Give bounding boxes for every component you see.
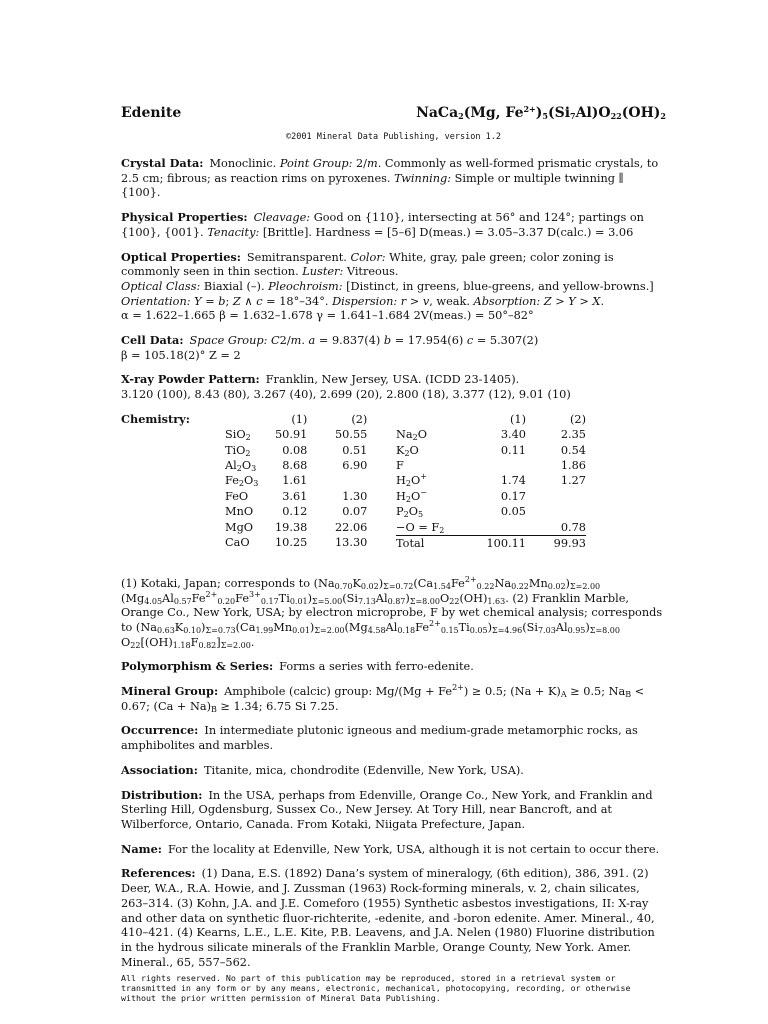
sheet-header <box>121 104 666 132</box>
name-origin-text: For the locality at Edenville, New York, USA, although it is not certain to occur there. <box>167 842 660 856</box>
chemistry-row <box>225 535 367 550</box>
analysis-2-value: 13.30 <box>335 536 368 550</box>
oxide-name: $P_2O_5$ <box>396 505 424 520</box>
analysis-1-value: 3.40 <box>500 428 526 442</box>
chemistry-row <box>225 427 367 442</box>
references-label: References: <box>121 866 196 881</box>
analysis-1-value: 0.11 <box>500 443 526 457</box>
crystal-data-section <box>121 156 666 201</box>
chemistry-row <box>396 504 586 519</box>
rights-footer: All rights reserved. No part of this publication may be reproduced, stored in a retrieval system or transmitted in any form or by any means, electronic, mechanical, photocopying, recording, or otherwise without the prior written permission of Mineral Data Publishing. <box>121 973 631 1003</box>
chemistry-table-left <box>225 412 367 551</box>
chemical-formula: NaCa$_2$(Mg, $Fe^{2+})_5(Si_7Al)O_{22}(OH)_2$ <box>416 104 666 121</box>
oxide-name: $H_2O^-$ <box>396 487 427 504</box>
analysis-2-value <box>307 473 367 488</box>
chemistry-row <box>225 412 367 427</box>
oxide-name: MgO <box>225 520 254 534</box>
oxide-name: CaO <box>225 536 250 550</box>
analysis-2-value: 0.07 <box>342 505 368 519</box>
chemistry-notes: (1) Kotaki, Japan; corresponds to $(Na_{0.70}K_{0.02})_{\Sigma=0.72}(Ca_{1.54}Fe^{2+}_{0.22}Na_{0.22}Mn_{0.02})_{\Sigma=2.00}$ $(Mg_{4.05}Al_{0.57}Fe^{2+}_{0.20}Fe^{3+}_{0.17}Ti_{0.01})_{\Sigma=5.00}(Si_{7.13}Al_{0.87})_{\Sigma=8.00}O_{22}(OH)_{1.63}$. (2) Franklin Marble, Orange Co., New York, USA; by electron microprobe, F by wet chemical analysis; corresponds to $(Na_{0.63}K_{0.10})_{\Sigma=0.73}(Ca_{1.99}Mn_{0.01})_{\Sigma=2.00}(Mg_{4.58}Al_{0.18}Fe^{2+}_{0.15}Ti_{0.05})_{\Sigma=4.96}(Si_{7.03}Al_{0.95})_{\Sigma=8.00}$ $O_{22}[(OH)_{1.18}F_{0.82}]_{\Sigma=2.00}$. <box>121 574 663 650</box>
association-section <box>121 763 666 779</box>
analysis-1-value: 1.61 <box>282 474 308 488</box>
analysis-2-value: 6.90 <box>342 459 368 473</box>
analysis-1-value: (1) <box>509 412 526 426</box>
chemistry-table-right <box>396 412 586 552</box>
analysis-2-value: 0.54 <box>560 443 586 457</box>
oxide-name: Total <box>396 536 448 552</box>
analysis-1-value: 100.11 <box>448 536 526 552</box>
crystal-data-text: Monoclinic. Point Group: 2/m. Commonly as well-formed prismatic crystals, to 2.5 cm; fibrous; as reaction rims on pyroxenes. Twinning: Simple or multiple twinning ∥ {100}. <box>121 157 659 200</box>
analysis-2-value: 22.06 <box>335 520 368 534</box>
distribution-label: Distribution: <box>121 787 203 802</box>
analysis-2-value <box>526 489 586 504</box>
oxide-name <box>396 412 448 427</box>
oxide-name: $H_2O^+$ <box>396 472 427 489</box>
association-label: Association: <box>121 762 198 777</box>
physical-properties-label: Physical Properties: <box>121 210 248 225</box>
oxide-name: F <box>396 459 404 473</box>
occurrence-section <box>121 723 666 753</box>
chemistry-total-row <box>396 536 586 552</box>
analysis-1-value: 10.25 <box>275 536 308 550</box>
analysis-2-value: 1.27 <box>560 474 586 488</box>
oxide-name: $Na_2O$ <box>396 428 427 443</box>
distribution-text: In the USA, perhaps from Edenville, Orange Co., New York, and Franklin and Sterling Hill, Ogdensburg, Sussex Co., New Jersey. At Tory Hill, near Bancroft, and at Wilberforce, Ontario, Canada. From Kotaki, Niigata Prefecture, Japan. <box>121 788 653 831</box>
analysis-2-value: 1.86 <box>560 459 586 473</box>
analysis-2-value: 0.51 <box>342 443 368 457</box>
analysis-1-value: (1) <box>291 412 308 426</box>
analysis-2-value: (2) <box>569 412 586 426</box>
oxide-name: MnO <box>225 505 254 519</box>
optical-properties-label: Optical Properties: <box>121 249 241 264</box>
chemistry-row <box>396 427 586 442</box>
analysis-2-value: 50.55 <box>335 428 368 442</box>
cell-data-text: Space Group: C2/m. a = 9.837(4) b = 17.954(6) c = 5.307(2) β = 105.18(2)° Z = 2 <box>121 334 539 362</box>
chemistry-section <box>121 412 666 567</box>
optical-properties-section <box>121 250 666 325</box>
mineral-data-sheet <box>121 104 666 1003</box>
oxide-name: $-O = F_2$ <box>396 520 445 535</box>
chemistry-row <box>225 473 367 488</box>
oxide-name: TiO$_2$ <box>225 443 251 458</box>
polymorphism-section <box>121 659 666 675</box>
analysis-1-value: 3.61 <box>282 489 308 503</box>
polymorphism-label: Polymorphism & Series: <box>121 659 274 674</box>
xray-pattern-section <box>121 372 666 402</box>
chemistry-row <box>396 489 586 504</box>
crystal-data-label: Crystal Data: <box>121 156 204 170</box>
analysis-2-value: 1.30 <box>342 489 368 503</box>
physical-properties-text: Cleavage: Good on {110}, intersecting at 56° and 124°; partings on {100}, {001}. Tenacity: [Brittle]. Hardness = [5–6] D(meas.) = 3.05–3.37 D(calc.) = 3.06 <box>121 211 644 239</box>
chemistry-row <box>225 458 367 473</box>
occurrence-text: In intermediate plutonic igneous and medium-grade metamorphic rocks, as amphibolites and marbles. <box>121 724 638 753</box>
analysis-1-value: 50.91 <box>275 428 308 442</box>
copyright-line: ©2001 Mineral Data Publishing, version 1.2 <box>286 132 501 142</box>
physical-properties-section <box>121 210 666 240</box>
mineral-name: Edenite <box>121 105 182 121</box>
analysis-1-value: 1.74 <box>500 474 526 488</box>
association-text: Titanite, mica, chondrodite (Edenville, New York, USA). <box>203 763 524 777</box>
mineral-group-section <box>121 684 666 714</box>
optical-properties-text: Semitransparent. Color: White, gray, pale green; color zoning is commonly seen in thin section. Luster: Vitreous. Optical Class: Biaxial (–). Pleochroism: [Distinct, in greens, blue-greens, and yellow-browns.] Orientation: Y = b; Z ∧ c = 18°–34°. Dispersion: r > v, weak. Absorption: Z > Y > X. α = 1.622–1.665 β = 1.632–1.678 γ = 1.641–1.684 2V(meas.) = 50°–82° <box>121 250 654 323</box>
references-section <box>121 866 666 970</box>
chemistry-row <box>396 473 586 488</box>
cell-data-label: Cell Data: <box>121 333 184 348</box>
occurrence-label: Occurrence: <box>121 723 199 738</box>
analysis-1-value: 0.08 <box>282 443 308 457</box>
name-origin-label: Name: <box>121 841 162 856</box>
oxide-name: FeO <box>225 489 249 503</box>
chemistry-row <box>225 489 367 504</box>
name-origin-section <box>121 842 666 858</box>
chemistry-row <box>396 458 586 473</box>
analysis-2-value: 0.78 <box>560 520 586 534</box>
polymorphism-text: Forms a series with ferro-edenite. <box>279 660 474 674</box>
xray-pattern-label: X-ray Powder Pattern: <box>121 372 260 387</box>
chemistry-row <box>225 443 367 458</box>
mineral-group-text: Amphibole (calcic) group: $Mg/(Mg + Fe^{2+}) \ge 0.5$; $(Na + K)_A \ge 0.5$; $Na_B < 0.67$; $(Ca + Na)_B \ge 1.34$; 6.75 Si 7.25. <box>121 683 645 714</box>
analysis-2-value: (2) <box>351 412 368 426</box>
analysis-1-value: 0.17 <box>500 489 526 503</box>
mineral-group-label: Mineral Group: <box>121 684 219 699</box>
analysis-1-value <box>448 520 526 536</box>
analysis-1-value: 0.12 <box>282 505 308 519</box>
analysis-1-value: 8.68 <box>282 459 308 473</box>
chemistry-row <box>396 443 586 458</box>
analysis-2-value: 99.93 <box>526 536 586 552</box>
distribution-section <box>121 788 666 833</box>
oxide-name: SiO$_2$ <box>225 428 251 443</box>
oxide-name: $Fe_2O_3$ <box>225 474 259 489</box>
cell-data-section <box>121 333 666 363</box>
chemistry-row <box>225 520 367 535</box>
chemistry-row <box>396 412 586 427</box>
analysis-1-value: 0.05 <box>500 505 526 519</box>
analysis-1-value <box>448 458 526 473</box>
xray-pattern-text: Franklin, New Jersey, USA. (ICDD 23-1405). 3.120 (100), 8.43 (80), 3.267 (40), 2.699 (20), 2.800 (18), 3.377 (12), 9.01 (10) <box>121 373 571 402</box>
oxide-name: $Al_2O_3$ <box>225 459 257 474</box>
references-text: (1) Dana, E.S. (1892) Dana’s system of mineralogy, (6th edition), 386, 391. (2) Deer, W.A., R.A. Howie, and J. Zussman (1963) Rock-forming minerals, v. 2, chain silicates, 263–314. (3) Kohn, J.A. and J.E. Comeforo (1955) Synthetic asbestos investigations, II: X-ray and other data on synthetic fluor-richterite, -edenite, and -boron edenite. Amer. Mineral., 40, 410–421. (4) Kearns, L.E., L.E. Kite, P.B. Leavens, and J.A. Nelen (1980) Fluorine distribution in the hydrous silicate minerals of the Franklin Marble, Orange County, New York. Amer. Mineral., 65, 557–562. <box>121 867 655 969</box>
chemistry-row <box>396 520 586 536</box>
analysis-2-value: 2.35 <box>560 428 586 442</box>
chemistry-label: Chemistry: <box>121 411 190 426</box>
oxide-name <box>225 412 275 427</box>
analysis-2-value <box>526 504 586 519</box>
oxide-name: $K_2O$ <box>396 443 419 458</box>
chemistry-row <box>225 504 367 519</box>
analysis-1-value: 19.38 <box>275 520 308 534</box>
